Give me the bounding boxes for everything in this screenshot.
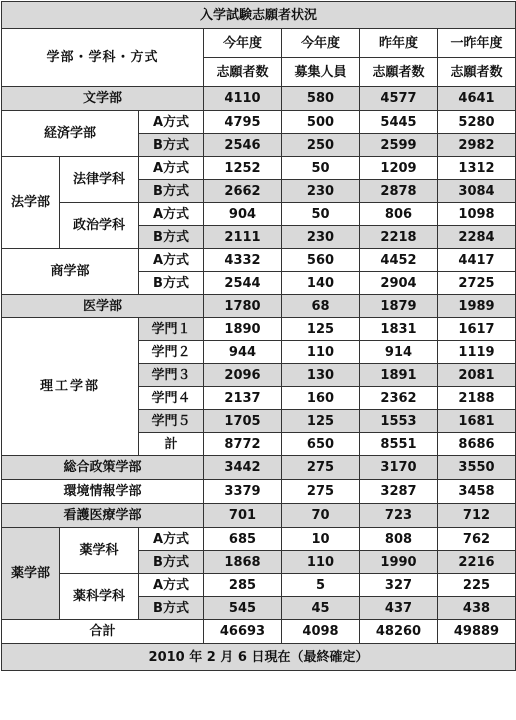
footer-note: 2010 年 2 月 6 日現在（最終確定） — [2, 644, 516, 671]
col-header-last-year-2: 志願者数 — [360, 58, 438, 87]
table-cell: 130 — [282, 364, 360, 387]
table-cell: 5445 — [360, 111, 438, 134]
table-cell: 1681 — [438, 410, 516, 433]
table-cell: 140 — [282, 272, 360, 295]
table-cell: 2218 — [360, 226, 438, 249]
table-cell: 1252 — [204, 157, 282, 180]
table-cell: 68 — [282, 295, 360, 318]
table-cell: 806 — [360, 203, 438, 226]
row-label-yaku: 薬学部 — [2, 528, 60, 620]
table-cell: 10 — [282, 528, 360, 551]
row-label-keizai: 経済学部 — [2, 111, 139, 157]
table-cell: 2081 — [438, 364, 516, 387]
table-cell: 1868 — [204, 551, 282, 574]
table-cell: 3287 — [360, 480, 438, 504]
table-cell: 1990 — [360, 551, 438, 574]
table-cell: 1312 — [438, 157, 516, 180]
table-cell: 8686 — [438, 433, 516, 456]
table-cell: 285 — [204, 574, 282, 597]
table-cell: 4098 — [282, 620, 360, 644]
table-cell: 904 — [204, 203, 282, 226]
row-label-horitsu: 法律学科 — [60, 157, 139, 203]
table-cell: 1119 — [438, 341, 516, 364]
table-cell: 327 — [360, 574, 438, 597]
col-header-capacity-2: 募集人員 — [282, 58, 360, 87]
table-row — [2, 620, 516, 644]
table-cell: 1553 — [360, 410, 438, 433]
table-cell: 8772 — [204, 433, 282, 456]
table-cell: 8551 — [360, 433, 438, 456]
row-label-yakka: 薬科学科 — [60, 574, 139, 620]
table-cell: 723 — [360, 504, 438, 528]
table-cell: 1098 — [438, 203, 516, 226]
method-label-a: A方式 — [139, 528, 204, 551]
table-cell: 275 — [282, 456, 360, 480]
table-cell: 50 — [282, 157, 360, 180]
table-cell: 5280 — [438, 111, 516, 134]
table-cell: 580 — [282, 87, 360, 111]
row-label-bungaku: 文学部 — [2, 87, 204, 111]
subtotal-label: 計 — [139, 433, 204, 456]
col-header-last-year-1: 昨年度 — [360, 29, 438, 58]
field-label-4: 学門４ — [139, 387, 204, 410]
table-cell: 560 — [282, 249, 360, 272]
table-row — [2, 480, 516, 504]
table-cell: 70 — [282, 504, 360, 528]
field-label-5: 学門５ — [139, 410, 204, 433]
table-cell: 2096 — [204, 364, 282, 387]
method-label-b: B方式 — [139, 134, 204, 157]
table-cell: 2362 — [360, 387, 438, 410]
table-cell: 4110 — [204, 87, 282, 111]
table-cell: 2904 — [360, 272, 438, 295]
table-cell: 2546 — [204, 134, 282, 157]
table-cell: 2544 — [204, 272, 282, 295]
table-cell: 2216 — [438, 551, 516, 574]
table-cell: 45 — [282, 597, 360, 620]
table-cell: 2284 — [438, 226, 516, 249]
table-cell: 230 — [282, 226, 360, 249]
row-label-riko: 理工学部 — [2, 318, 139, 456]
table-row — [2, 318, 516, 341]
table-cell: 125 — [282, 318, 360, 341]
table-cell: 1989 — [438, 295, 516, 318]
table-cell: 1891 — [360, 364, 438, 387]
table-cell: 5 — [282, 574, 360, 597]
table-cell: 701 — [204, 504, 282, 528]
table-cell: 1879 — [360, 295, 438, 318]
table-cell: 3442 — [204, 456, 282, 480]
table-cell: 2599 — [360, 134, 438, 157]
table-cell: 3458 — [438, 480, 516, 504]
table-cell: 2982 — [438, 134, 516, 157]
col-header-two-years-ago-2: 志願者数 — [438, 58, 516, 87]
table-cell: 250 — [282, 134, 360, 157]
table-cell: 46693 — [204, 620, 282, 644]
method-label-a: A方式 — [139, 157, 204, 180]
col-header-two-years-ago-1: 一昨年度 — [438, 29, 516, 58]
table-cell: 762 — [438, 528, 516, 551]
col-header-this-year-applicants-2: 志願者数 — [204, 58, 282, 87]
table-cell: 500 — [282, 111, 360, 134]
table-cell: 4332 — [204, 249, 282, 272]
method-label-b: B方式 — [139, 597, 204, 620]
applicant-status-table — [1, 1, 516, 671]
field-label-2: 学門２ — [139, 341, 204, 364]
table-cell: 225 — [438, 574, 516, 597]
row-label-hogaku: 法学部 — [2, 157, 60, 249]
table-cell: 437 — [360, 597, 438, 620]
table-cell: 1705 — [204, 410, 282, 433]
table-cell: 110 — [282, 551, 360, 574]
method-label-a: A方式 — [139, 574, 204, 597]
table-cell: 275 — [282, 480, 360, 504]
table-cell: 3550 — [438, 456, 516, 480]
table-cell: 1209 — [360, 157, 438, 180]
table-cell: 2111 — [204, 226, 282, 249]
table-cell: 4795 — [204, 111, 282, 134]
table-cell: 4452 — [360, 249, 438, 272]
col-header-capacity-1: 今年度 — [282, 29, 360, 58]
table-cell: 4417 — [438, 249, 516, 272]
table-row — [2, 157, 516, 180]
table-cell: 48260 — [360, 620, 438, 644]
table-cell: 808 — [360, 528, 438, 551]
row-label-shogaku: 商学部 — [2, 249, 139, 295]
table-title: 入学試験志願者状況 — [2, 2, 516, 29]
field-label-1: 学門１ — [139, 318, 204, 341]
table-cell: 914 — [360, 341, 438, 364]
table-cell: 3170 — [360, 456, 438, 480]
table-cell: 1890 — [204, 318, 282, 341]
field-label-3: 学門３ — [139, 364, 204, 387]
table-cell: 650 — [282, 433, 360, 456]
table-row — [2, 111, 516, 134]
table-cell: 3084 — [438, 180, 516, 203]
applicant-status-table-container — [1, 1, 515, 719]
table-row — [2, 504, 516, 528]
table-row — [2, 456, 516, 480]
table-row — [2, 295, 516, 318]
method-label-b: B方式 — [139, 180, 204, 203]
table-row — [2, 528, 516, 551]
dept-header: 学部・学科・方式 — [2, 29, 204, 87]
method-label-b: B方式 — [139, 272, 204, 295]
table-cell: 2662 — [204, 180, 282, 203]
row-label-igaku: 医学部 — [2, 295, 204, 318]
table-cell: 230 — [282, 180, 360, 203]
method-label-b: B方式 — [139, 226, 204, 249]
table-cell: 2725 — [438, 272, 516, 295]
method-label-a: A方式 — [139, 111, 204, 134]
method-label-a: A方式 — [139, 203, 204, 226]
table-cell: 1780 — [204, 295, 282, 318]
table-cell: 438 — [438, 597, 516, 620]
table-cell: 49889 — [438, 620, 516, 644]
row-label-seiji: 政治学科 — [60, 203, 139, 249]
row-label-sogo: 総合政策学部 — [2, 456, 204, 480]
table-row — [2, 249, 516, 272]
table-cell: 685 — [204, 528, 282, 551]
table-row — [2, 574, 516, 597]
table-cell: 4577 — [360, 87, 438, 111]
method-label-a: A方式 — [139, 249, 204, 272]
table-cell: 712 — [438, 504, 516, 528]
table-cell: 50 — [282, 203, 360, 226]
row-label-kankyo: 環境情報学部 — [2, 480, 204, 504]
table-cell: 545 — [204, 597, 282, 620]
method-label-b: B方式 — [139, 551, 204, 574]
row-label-total: 合計 — [2, 620, 204, 644]
table-cell: 160 — [282, 387, 360, 410]
table-cell: 944 — [204, 341, 282, 364]
table-cell: 1831 — [360, 318, 438, 341]
table-cell: 125 — [282, 410, 360, 433]
table-cell: 110 — [282, 341, 360, 364]
table-row — [2, 203, 516, 226]
table-cell: 2188 — [438, 387, 516, 410]
table-row — [2, 87, 516, 111]
table-cell: 1617 — [438, 318, 516, 341]
table-cell: 2137 — [204, 387, 282, 410]
table-cell: 3379 — [204, 480, 282, 504]
row-label-yakugakka: 薬学科 — [60, 528, 139, 574]
table-cell: 2878 — [360, 180, 438, 203]
col-header-this-year-applicants-1: 今年度 — [204, 29, 282, 58]
row-label-kango: 看護医療学部 — [2, 504, 204, 528]
table-cell: 4641 — [438, 87, 516, 111]
